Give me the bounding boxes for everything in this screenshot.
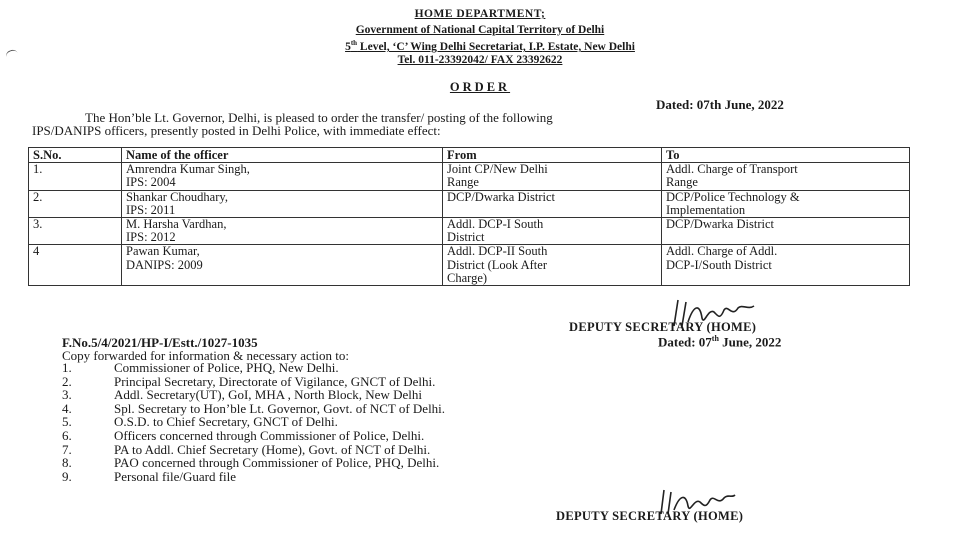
- list-item: 6. Officers concerned through Commissioner of Police, Delhi.: [62, 427, 425, 443]
- list-item: 3. Addl. Secretary(UT), GoI, MHA , North Block, New Delhi: [62, 387, 422, 403]
- cell-to: DCP/Police Technology & Implementation: [662, 190, 910, 217]
- list-item: 8. PAO concerned through Commissioner of Police, PHQ, Delhi.: [62, 455, 440, 471]
- signature-date: Dated: 07th June, 2022: [658, 334, 782, 350]
- cell-officer: Pawan Kumar, DANIPS: 2009: [122, 245, 443, 286]
- cell-sno: 2.: [29, 190, 122, 217]
- table-row: [29, 163, 910, 190]
- order-date: Dated: 07th June, 2022: [656, 97, 784, 112]
- cell-from: DCP/Dwarka District: [443, 190, 662, 217]
- order-intro-line1: The Hon’ble Lt. Governor, Delhi, is pleased to order the transfer/ posting of the following: [85, 110, 553, 125]
- header-to: To: [662, 148, 910, 163]
- table-row: [29, 218, 910, 245]
- contact-line: Tel. 011-23392042/ FAX 23392622: [397, 54, 563, 66]
- copy-forwarded-intro: Copy forwarded for information & necessary action to:: [62, 348, 349, 363]
- signatory-designation-1: DEPUTY SECRETARY (HOME): [569, 320, 757, 334]
- table-row: [29, 245, 910, 286]
- signatory-designation-2: DEPUTY SECRETARY (HOME): [556, 509, 744, 523]
- transfer-table: [28, 147, 910, 286]
- list-item: 7. PA to Addl. Chief Secretary (Home), Govt. of NCT of Delhi.: [62, 441, 431, 457]
- cell-sno: 1.: [29, 163, 122, 190]
- header-sno: S.No.: [29, 148, 122, 163]
- list-item: 4. Spl. Secretary to Hon’ble Lt. Governor, Govt. of NCT of Delhi.: [62, 400, 446, 416]
- order-intro-line2: IPS/DANIPS officers, presently posted in Delhi Police, with immediate effect:: [32, 123, 441, 138]
- list-item: 1. Commissioner of Police, PHQ, New Delhi.: [62, 360, 339, 375]
- cell-sno: 4: [29, 245, 122, 286]
- cell-to: Addl. Charge of Addl. DCP-I/South District: [662, 245, 910, 286]
- cell-to: Addl. Charge of Transport Range: [662, 163, 910, 190]
- department-heading: HOME DEPARTMENT;: [414, 8, 546, 20]
- file-number: F.No.5/4/2021/HP-I/Estt./1027-1035: [62, 335, 258, 350]
- cell-officer: Amrendra Kumar Singh, IPS: 2004: [122, 163, 443, 190]
- cell-from: Addl. DCP-I South District: [443, 218, 662, 245]
- cell-to: DCP/Dwarka District: [662, 218, 910, 245]
- list-item: 9. Personal file/Guard file: [62, 468, 237, 484]
- table-header-row: [29, 148, 910, 163]
- address-line: 5th Level, ‘C’ Wing Delhi Secretariat, I.P. Estate, New Delhi: [345, 39, 635, 53]
- cell-sno: 3.: [29, 218, 122, 245]
- table-row: [29, 190, 910, 217]
- cell-officer: M. Harsha Vardhan, IPS: 2012: [122, 218, 443, 245]
- cell-officer: Shankar Choudhary, IPS: 2011: [122, 190, 443, 217]
- cell-from: Addl. DCP-II South District (Look After Charge): [443, 245, 662, 286]
- cell-from: Joint CP/New Delhi Range: [443, 163, 662, 190]
- government-heading: Government of National Capital Territory of Delhi: [355, 24, 605, 36]
- order-title: ORDER: [449, 80, 511, 94]
- copy-list: [62, 361, 445, 483]
- header-from: From: [443, 148, 662, 163]
- header-name: Name of the officer: [122, 148, 443, 163]
- list-item: 2. Principal Secretary, Directorate of Vigilance, GNCT of Delhi.: [62, 373, 436, 389]
- list-item: 5. O.S.D. to Chief Secretary, GNCT of Delhi.: [62, 414, 338, 430]
